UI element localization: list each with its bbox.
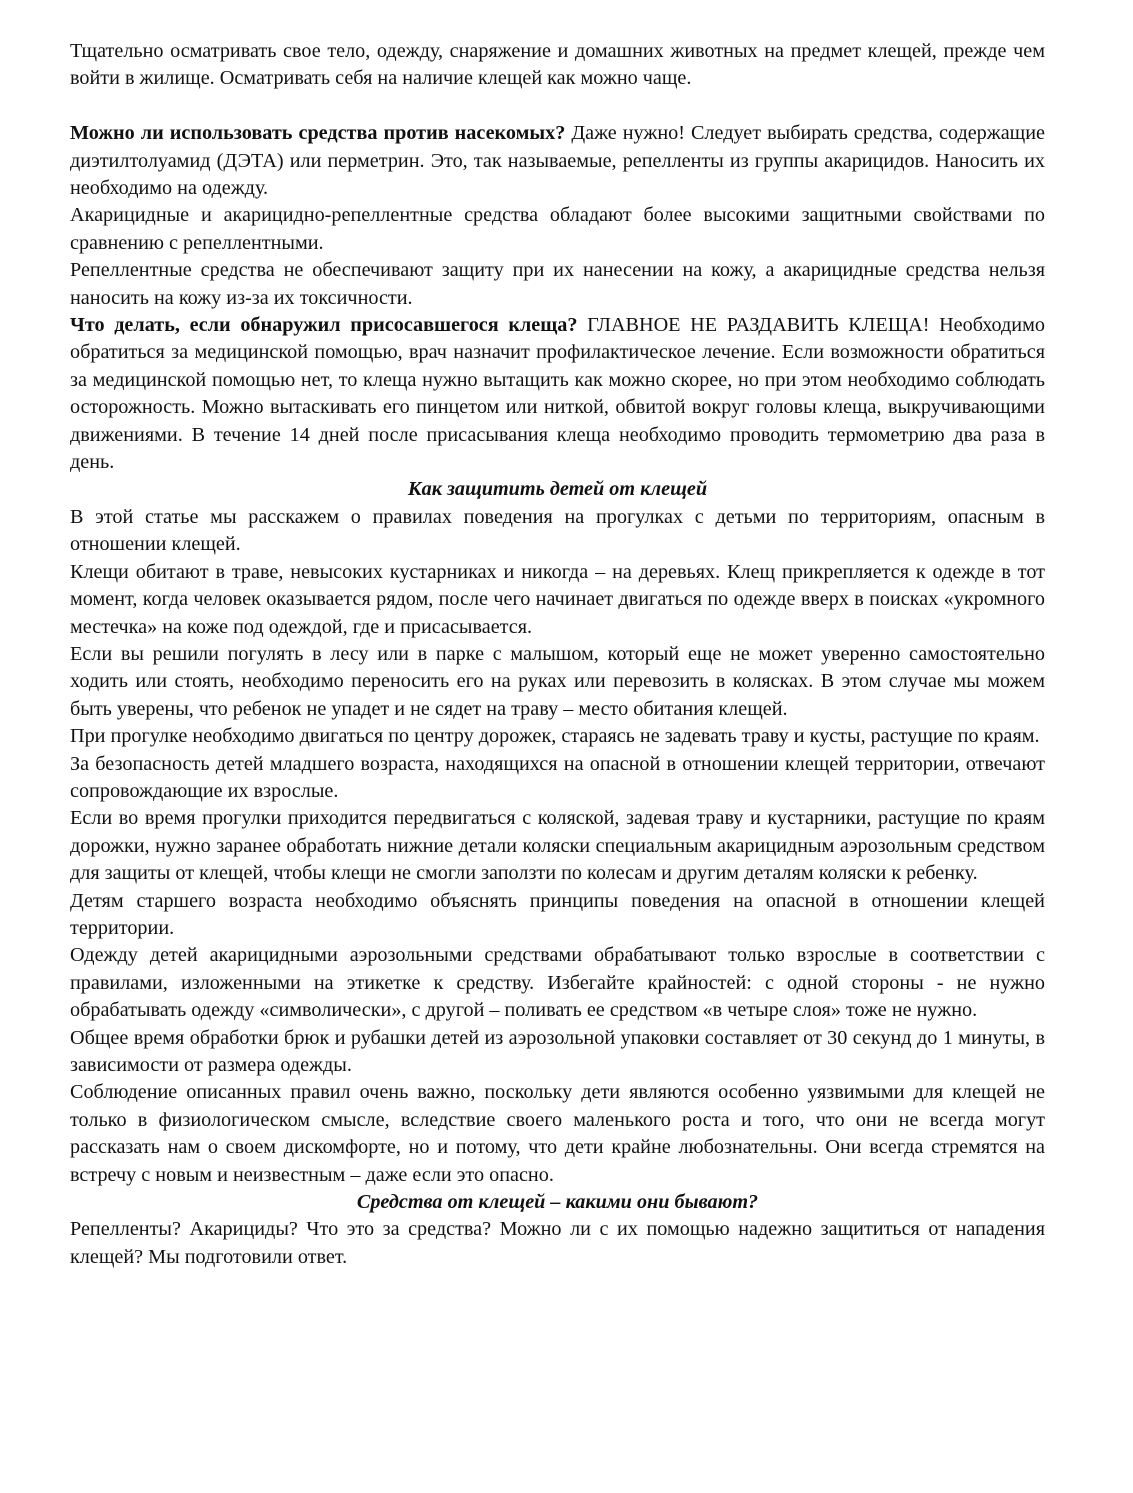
- paragraph-text: Даже нужно! Следует выбирать средства, содержащие диэтилтолуамид (ДЭТА) или перметрин. Это, так называемые, репелленты из группы акарицидов. Наносить их необходимо на одежду.: [70, 122, 1045, 200]
- paragraph-path-center: При прогулке необходимо двигаться по центру дорожек, стараясь не задевать траву и кусты, растущие по краям.: [70, 725, 1040, 748]
- paragraph-lead-question: Что делать, если обнаружил присосавшегося клеща?: [70, 314, 578, 337]
- document-page: [70, 38, 1045, 1271]
- paragraph-treatment-time: Общее время обработки брюк и рубашки детей из аэрозольной упаковки составляет от 30 секунд до 1 минуты, в зависимости от размера одежды.: [70, 1026, 1045, 1077]
- paragraph-clothing-treatment: Одежду детей акарицидными аэрозольными средствами обрабатывают только взрослые в соответствии с правилами, изложенными на этикетке к средству. Избегайте крайностей: с одной стороны - не нужно обрабатывать одежду «символически», с другой – поливать ее средством «в четыре слоя» тоже не нужно.: [70, 944, 1045, 1022]
- paragraph-older-children: Детям старшего возраста необходимо объяснять принципы поведения на опасной в отношении клещей территории.: [70, 889, 1045, 939]
- paragraph-text: Репеллентные средства не обеспечивают защиту при их нанесении на кожу, а акарицидные средства нельзя наносить на кожу из-за их токсичности.: [70, 259, 1045, 309]
- paragraph-skin-application: [70, 257, 1045, 312]
- paragraph-inspection: [70, 38, 1045, 93]
- paragraph-products-intro: Репелленты? Акарициды? Что это за средства? Можно ли с их помощью надежно защититься от нападения клещей? Мы подготовили ответ.: [70, 1218, 1045, 1268]
- paragraph-stroller: Если во время прогулки приходится передвигаться с коляской, задевая траву и кустарники, растущие по краям дорожки, нужно заранее обработать нижние детали коляски специальным акарицидным аэрозольным средством для защиты от клещей, чтобы клещи не смогли заползти по колесам и другим деталям коляски к ребенку.: [70, 807, 1045, 885]
- paragraph-attached-tick: [70, 312, 1045, 476]
- paragraph-acaricide-properties: [70, 202, 1045, 257]
- paragraph-importance: Соблюдение описанных правил очень важно, поскольку дети являются особенно уязвимыми для клещей не только в физиологическом смысле, вследствие своего маленького роста и того, что они не всегда могут рассказать нам о своем дискомфорте, но и потому, что дети крайне любознательны. Они всегда стремятся на встречу с новым и неизвестным – даже если это опасно.: [70, 1081, 1045, 1186]
- paragraph-intro: В этой статье мы расскажем о правилах поведения на прогулках с детьми по территориям, опасным в отношении клещей.: [70, 505, 1045, 556]
- section-heading-products: Средства от клещей – какими они бывают?: [356, 1191, 759, 1214]
- paragraph-text: Акарицидные и акарицидно-репеллентные средства обладают более высокими защитными свойствами по сравнению с репеллентными.: [70, 204, 1045, 254]
- paragraph-adult-responsibility: За безопасность детей младшего возраста, находящихся на опасной в отношении клещей территории, отвечают сопровождающие их взрослые.: [70, 752, 1045, 802]
- paragraph-text: Тщательно осматривать свое тело, одежду, снаряжение и домашних животных на предмет клещей, прежде чем войти в жилище. Осматривать себя на наличие клещей как можно чаще.: [70, 40, 1045, 90]
- paragraph-tick-habitat: Клещи обитают в траве, невысоких кустарниках и никогда – на деревьях. Клещ прикрепляется к одежде в тот момент, когда человек оказывается рядом, после чего начинает двигаться по одежде вверх в поисках «укромного местечка» на коже под одеждой, где и присасывается.: [70, 560, 1045, 638]
- paragraph-toddlers: Если вы решили погулять в лесу или в парке с малышом, который еще не может уверенно самостоятельно ходить или стоять, необходимо переносить его на руках или перевозить в колясках. В этом случае мы можем быть уверены, что ребенок не упадет и не сядет на траву – место обитания клещей.: [70, 642, 1045, 720]
- paragraph-insect-repellents: [70, 120, 1045, 202]
- paragraph-text: ГЛАВНОЕ НЕ РАЗДАВИТЬ КЛЕЩА! Необходимо обратиться за медицинской помощью, врач назначит профилактическое лечение. Если возможности обратиться за медицинской помощью нет, то клеща нужно вытащить как можно скорее, но при этом необходимо соблюдать осторожность. Можно вытаскивать его пинцетом или ниткой, обвитой вокруг головы клеща, выкручивающими движениями. В течение 14 дней после присасывания клеща необходимо проводить термометрию два раза в день.: [70, 314, 1045, 474]
- paragraph-lead-question: Можно ли использовать средства против насекомых?: [70, 122, 566, 145]
- section-heading-children: Как защитить детей от клещей: [407, 478, 708, 501]
